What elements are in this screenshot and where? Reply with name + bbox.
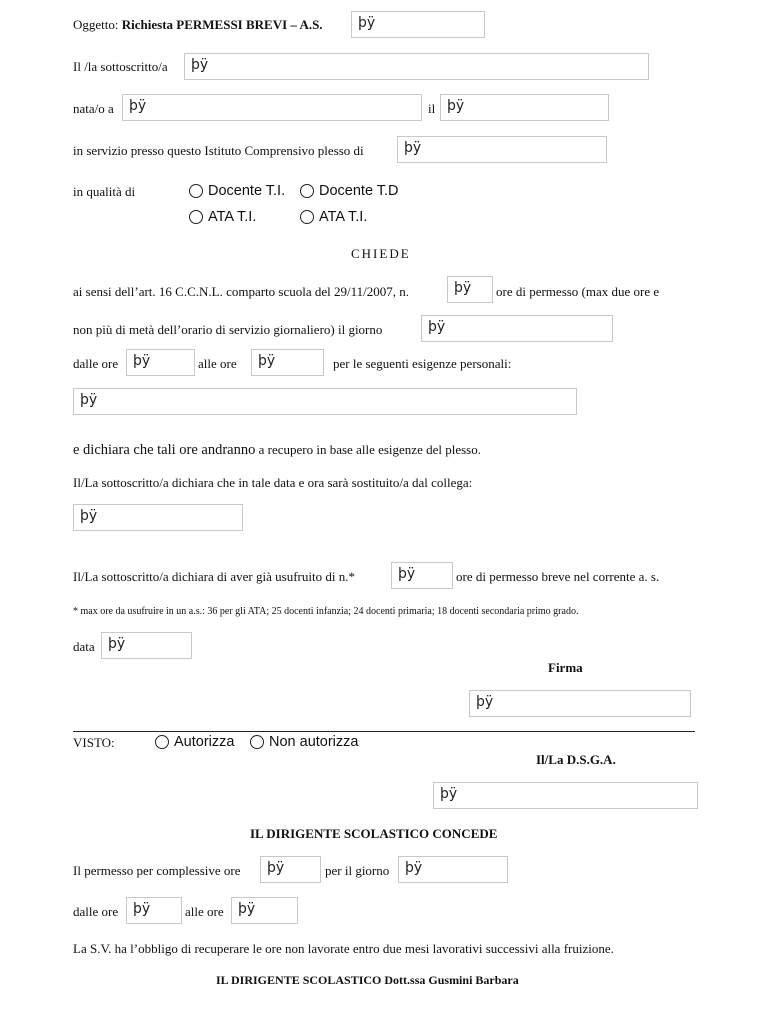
personal-needs-field[interactable]: þÿ	[73, 388, 577, 415]
undersigned-field[interactable]: þÿ	[184, 53, 649, 80]
dsga-label: Il/La D.S.G.A.	[536, 752, 616, 767]
subject-title: Richiesta PERMESSI BREVI – A.S.	[121, 17, 323, 32]
undersigned-label: Il /la sottoscritto/a	[73, 59, 168, 74]
role-option-docente-td[interactable]	[300, 182, 408, 200]
approval-option-label: Non autorizza	[269, 734, 359, 750]
used-hours-label: Il/La sottoscritto/a dichiara di aver già usufruito di n.*	[73, 569, 355, 584]
radio-icon	[189, 210, 203, 224]
signature-field[interactable]: þÿ	[469, 690, 691, 717]
substitute-field[interactable]: þÿ	[73, 504, 243, 531]
recovery-statement	[73, 442, 481, 458]
birthplace-field[interactable]: þÿ	[122, 94, 422, 121]
birthdate-label: il	[428, 101, 436, 116]
subject-label: Oggetto:	[73, 17, 122, 32]
max-hours-note: * max ore da usufruire in un a.s.: 36 per gli ATA; 25 docenti infanzia; 24 docenti primaria; 18 docenti secondaria primo grado.	[73, 606, 579, 617]
from-time-label: dalle ore	[73, 356, 119, 371]
role-option-ata-ti[interactable]	[189, 208, 256, 226]
contract-article-suffix: ore di permesso (max due ore e	[496, 284, 660, 299]
grant-day-field[interactable]: þÿ	[398, 856, 508, 883]
date-field[interactable]: þÿ	[101, 632, 192, 659]
approval-option-non-autorizza[interactable]	[250, 733, 358, 751]
radio-icon	[300, 210, 314, 224]
radio-icon	[300, 184, 314, 198]
used-hours-suffix: ore di permesso breve nel corrente a. s.	[456, 569, 660, 584]
role-label: in qualità di	[73, 184, 136, 199]
to-time-label: alle ore	[198, 356, 237, 371]
grant-to-time-label: alle ore	[185, 904, 224, 919]
role-option-label: Docente T.I.	[208, 183, 286, 199]
day-label: non più di metà dell’orario di servizio giornaliero) il giorno	[73, 322, 383, 337]
contract-article-label: ai sensi dell’art. 16 C.C.N.L. comparto scuola del 29/11/2007, n.	[73, 284, 410, 299]
personal-needs-label: per le seguenti esigenze personali:	[333, 356, 512, 371]
approval-label: VISTO:	[73, 735, 115, 750]
school-branch-field[interactable]: þÿ	[397, 136, 607, 163]
role-option-label: ATA T.I.	[208, 209, 257, 225]
to-time-field[interactable]: þÿ	[251, 349, 324, 376]
principal-grants-heading: IL DIRIGENTE SCOLASTICO CONCEDE	[250, 826, 498, 841]
radio-icon	[155, 735, 169, 749]
role-option-ata-ti-2[interactable]	[300, 208, 367, 226]
substitute-label: Il/La sottoscritto/a dichiara che in tale data e ora sarà sostituito/a dal collega:	[73, 475, 473, 490]
recovery-statement-rest: a recupero in base alle esigenze del plesso.	[255, 442, 481, 457]
birthplace-label: nata/o a	[73, 101, 114, 116]
approval-option-autorizza[interactable]	[155, 733, 234, 751]
section-heading-chiede: CHIEDE	[351, 246, 411, 261]
role-option-docente-ti[interactable]	[189, 182, 285, 200]
total-hours-field[interactable]: þÿ	[260, 856, 321, 883]
recovery-obligation: La S.V. ha l’obbligo di recuperare le ore non lavorate entro due mesi lavorativi successivi alla fruizione.	[73, 941, 614, 956]
day-field[interactable]: þÿ	[421, 315, 613, 342]
divider	[73, 731, 695, 732]
role-option-label: Docente T.D	[319, 183, 399, 199]
subject-line	[73, 17, 323, 33]
signature-label: Firma	[548, 660, 583, 675]
total-hours-label: Il permesso per complessive ore	[73, 863, 241, 878]
birthdate-field[interactable]: þÿ	[440, 94, 609, 121]
dsga-signature-field[interactable]: þÿ	[433, 782, 698, 809]
grant-to-time-field[interactable]: þÿ	[231, 897, 298, 924]
principal-signature: IL DIRIGENTE SCOLASTICO Dott.ssa Gusmini Barbara	[216, 973, 519, 987]
date-label: data	[73, 639, 95, 654]
subject-field[interactable]: þÿ	[351, 11, 485, 38]
from-time-field[interactable]: þÿ	[126, 349, 195, 376]
recovery-statement-lead: e dichiara che tali ore andranno	[73, 442, 256, 458]
school-branch-label: in servizio presso questo Istituto Comprensivo plesso di	[73, 143, 364, 158]
used-hours-field[interactable]: þÿ	[391, 562, 453, 589]
role-option-label: ATA T.I.	[319, 209, 368, 225]
grant-day-label: per il giorno	[325, 863, 390, 878]
grant-from-time-label: dalle ore	[73, 904, 119, 919]
radio-icon	[250, 735, 264, 749]
grant-from-time-field[interactable]: þÿ	[126, 897, 182, 924]
hours-count-field[interactable]: þÿ	[447, 276, 493, 303]
radio-icon	[189, 184, 203, 198]
approval-option-label: Autorizza	[174, 734, 235, 750]
